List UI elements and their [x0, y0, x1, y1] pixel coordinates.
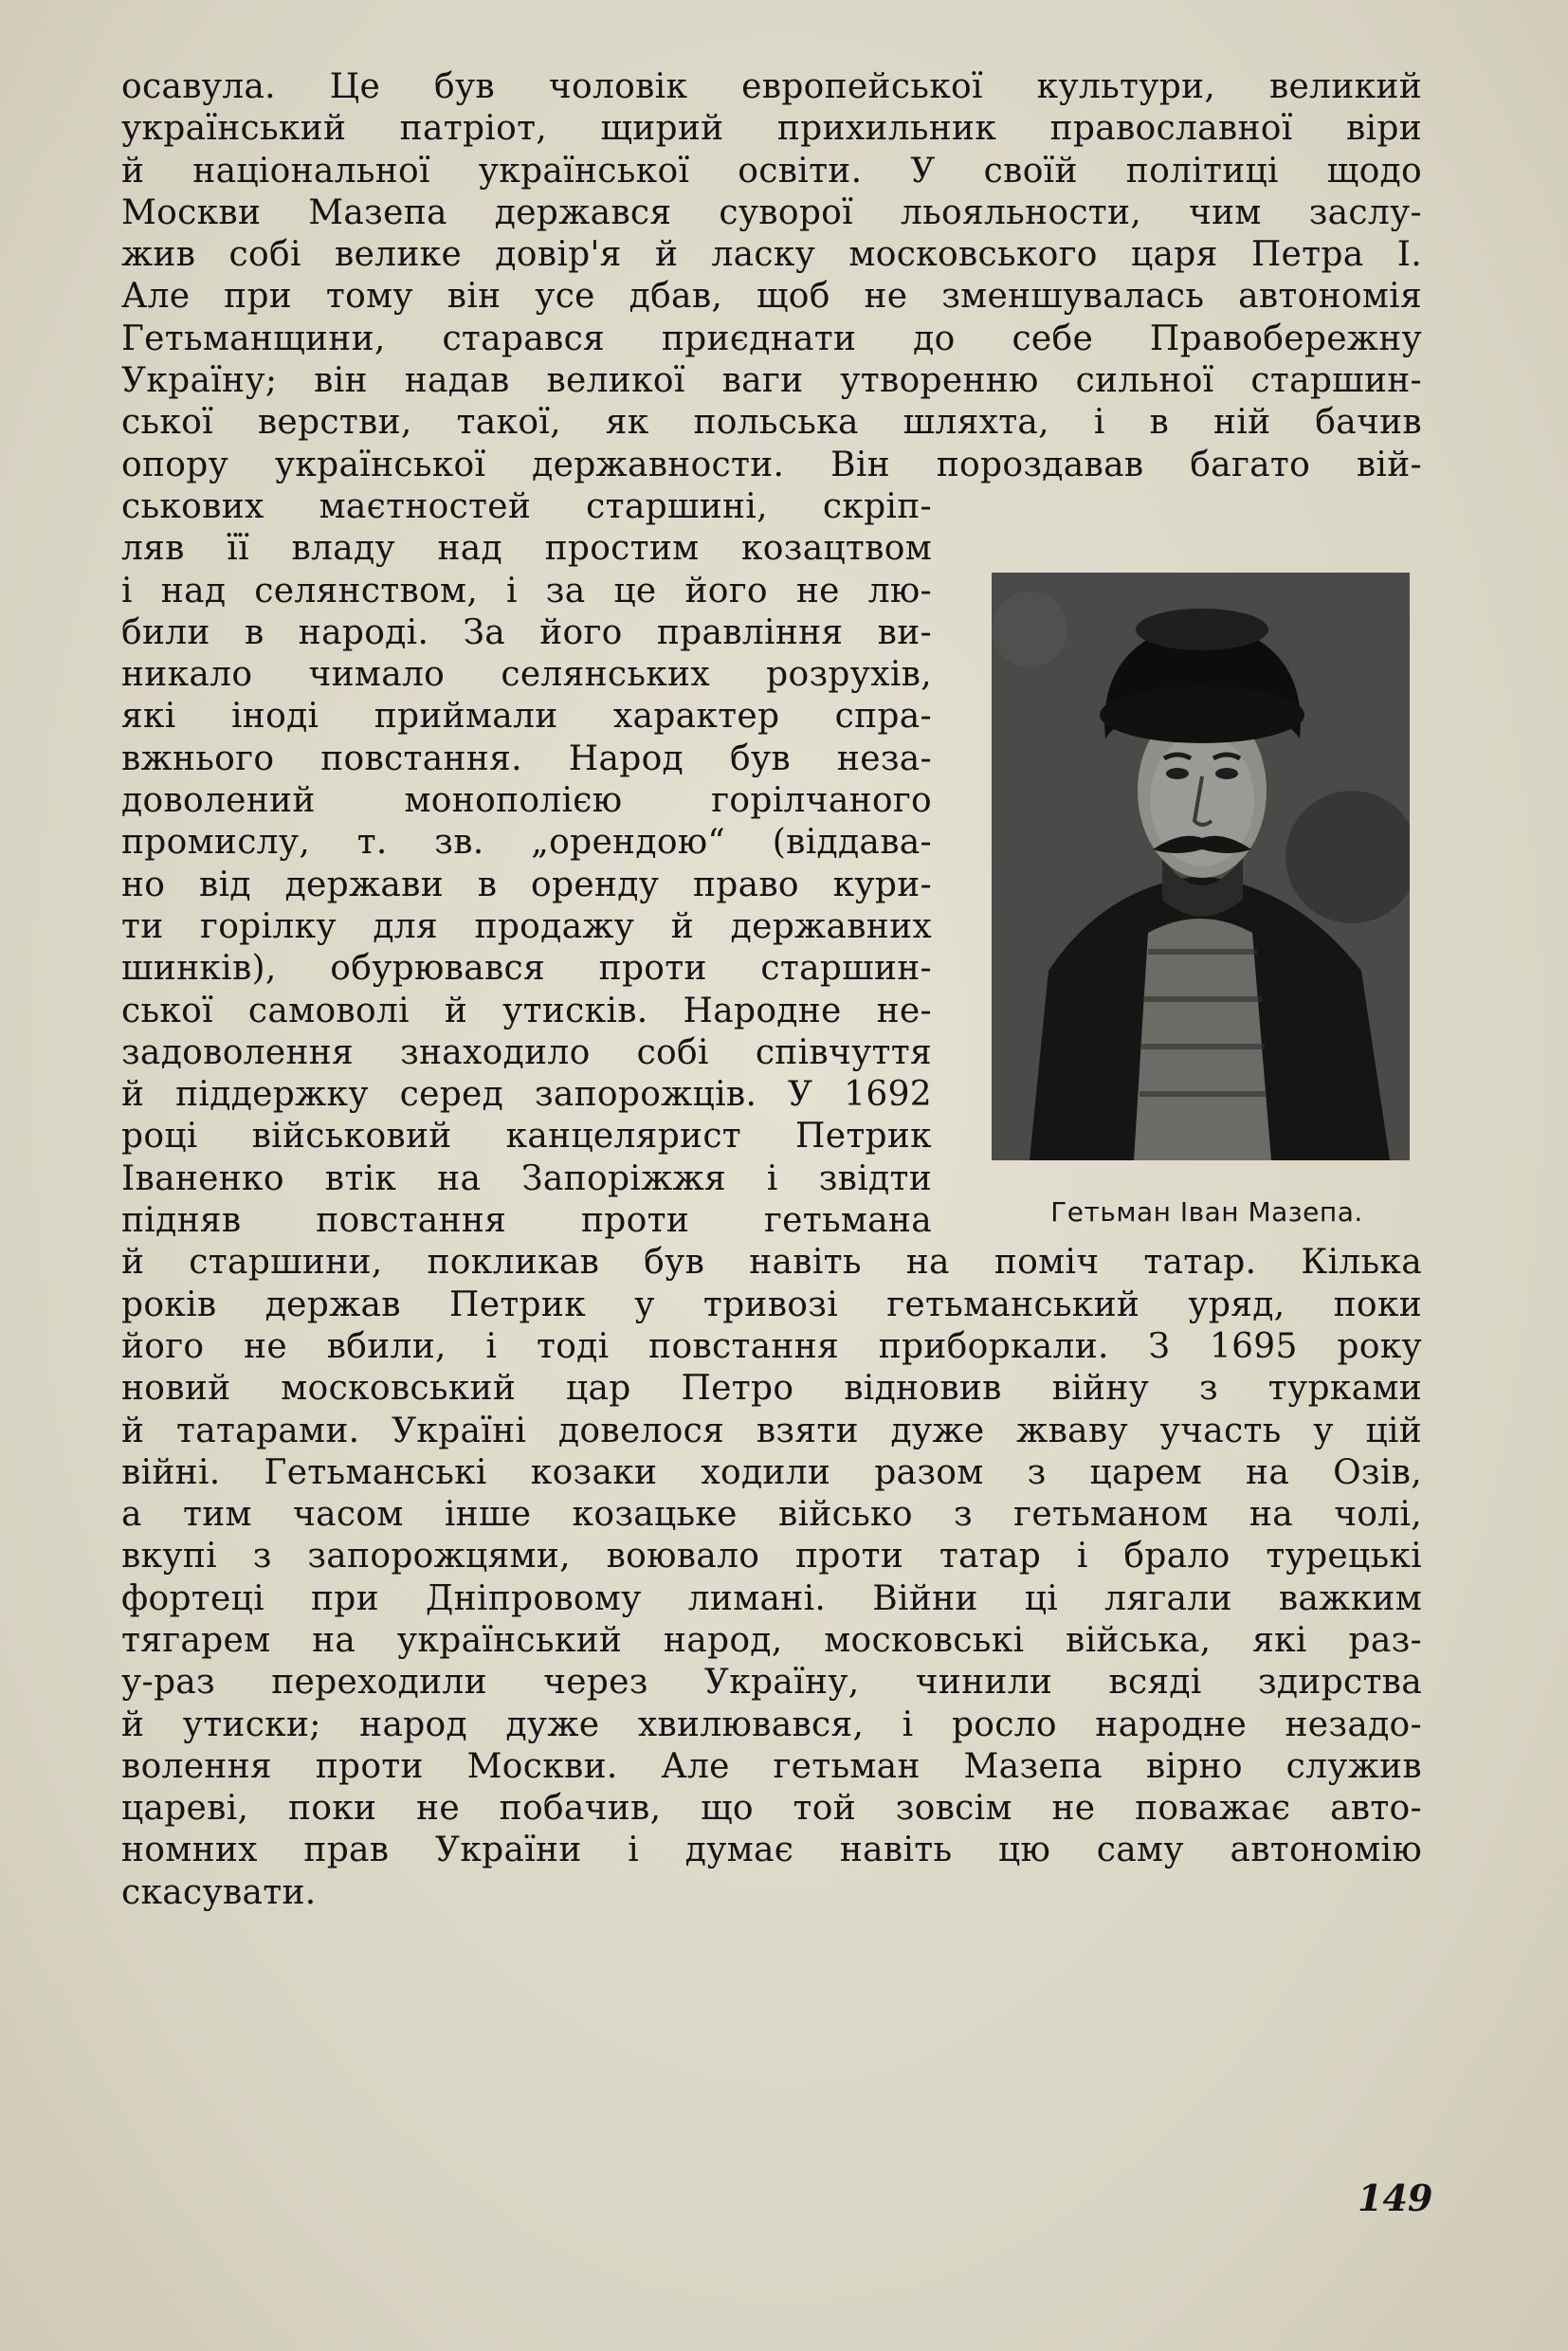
text-line: Україну; він надав великої ваги утворенню сильної старшин- — [121, 361, 1422, 401]
text-line: цареві, поки не побачив, що той зовсім не поважає авто- — [121, 1789, 1422, 1829]
text-line: Москви Мазепа держався суворої льояльности, чим заслу- — [121, 192, 1422, 232]
text-line: тягарем на український народ, московські війська, які раз- — [121, 1620, 1422, 1660]
text-line: волення проти Москви. Але гетьман Мазепа вірно служив — [121, 1746, 1422, 1786]
text-line: Гетьманщини, старався приєднати до себе Правобережну — [121, 319, 1422, 358]
text-line: а тим часом інше козацьке військо з гетьманом на чолі, — [121, 1495, 1422, 1535]
text-line: і над селянством, і за це його не лю- — [121, 571, 932, 611]
text-line: ської самоволі й утисків. Народне не- — [121, 991, 932, 1030]
text-line: й національної української освіти. У своїй політиці щодо — [121, 151, 1422, 191]
text-line: український патріот, щирий прихильник православної віри — [121, 109, 1422, 149]
portrait-caption: Гетьман Іван Мазепа. — [1050, 1196, 1363, 1228]
text-line: фортеці при Дніпровому лимані. Війни ці лягали важким — [121, 1578, 1422, 1618]
text-line: які іноді приймали характер спра- — [121, 697, 932, 737]
text-line: й татарами. Україні довелося взяти дуже жваву участь у цій — [121, 1411, 1422, 1450]
text-line: били в народі. За його правління ви- — [121, 612, 932, 652]
text-line: вжнього повстання. Народ був неза- — [121, 738, 932, 778]
text-line: у-раз переходили через Україну, чинили всяді здирства — [121, 1663, 1422, 1703]
text-line: Іваненко втік на Запоріжжя і звідти — [121, 1158, 932, 1198]
text-line: Але при тому він усе дбав, щоб не зменшувалась автономія — [121, 277, 1422, 317]
text-line: році військовий канцелярист Петрик — [121, 1117, 932, 1157]
text-line: підняв повстання проти гетьмана — [121, 1201, 932, 1241]
text-line: ської верстви, такої, як польська шляхта, і в ній бачив — [121, 403, 1422, 443]
page-number: 149 — [1358, 2177, 1433, 2219]
text-line: років держав Петрик у тривозі гетьманський уряд, поки — [121, 1285, 1422, 1324]
text-line: й утиски; народ дуже хвилювався, і росло народне незадо- — [121, 1704, 1422, 1744]
text-line: но від держави в оренду право кури- — [121, 865, 932, 904]
text-line: доволений монополією горілчаного — [121, 781, 932, 821]
text-line: жив собі велике довір'я й ласку московського царя Петра І. — [121, 235, 1422, 275]
text-line: ськових маєтностей старшині, скріп- — [121, 486, 932, 526]
text-line: скасувати. — [121, 1872, 317, 1912]
hetman-portrait-image — [992, 573, 1410, 1160]
text-line: й старшини, покликав був навіть на поміч татар. Кілька — [121, 1243, 1422, 1283]
text-line: промислу, т. зв. „орендою“ (віддава- — [121, 823, 932, 863]
text-line: новий московський цар Петро відновив війну з турками — [121, 1369, 1422, 1409]
text-line: осавула. Це був чоловік европейської культури, великий — [121, 67, 1422, 106]
text-line: никало чимало селянських розрухів, — [121, 655, 932, 695]
text-line: вкупі з запорожцями, воювало проти татар і брало турецькі — [121, 1537, 1422, 1576]
text-line: задоволення знаходило собі співчуття — [121, 1032, 932, 1072]
text-line: ти горілку для продажу й державних — [121, 906, 932, 946]
text-line: війні. Гетьманські козаки ходили разом з царем на Озів, — [121, 1452, 1422, 1492]
text-line: шинків), обурювався проти старшин- — [121, 949, 932, 989]
text-line: й піддержку серед запорожців. У 1692 — [121, 1075, 932, 1115]
text-line: опору української державности. Він пороздавав багато вій- — [121, 445, 1422, 484]
text-line: ляв її владу над простим козацтвом — [121, 529, 932, 569]
text-line: його не вбили, і тоді повстання приборкали. З 1695 року — [121, 1326, 1422, 1366]
text-line: номних прав України і думає навіть цю саму автономію — [121, 1831, 1422, 1870]
